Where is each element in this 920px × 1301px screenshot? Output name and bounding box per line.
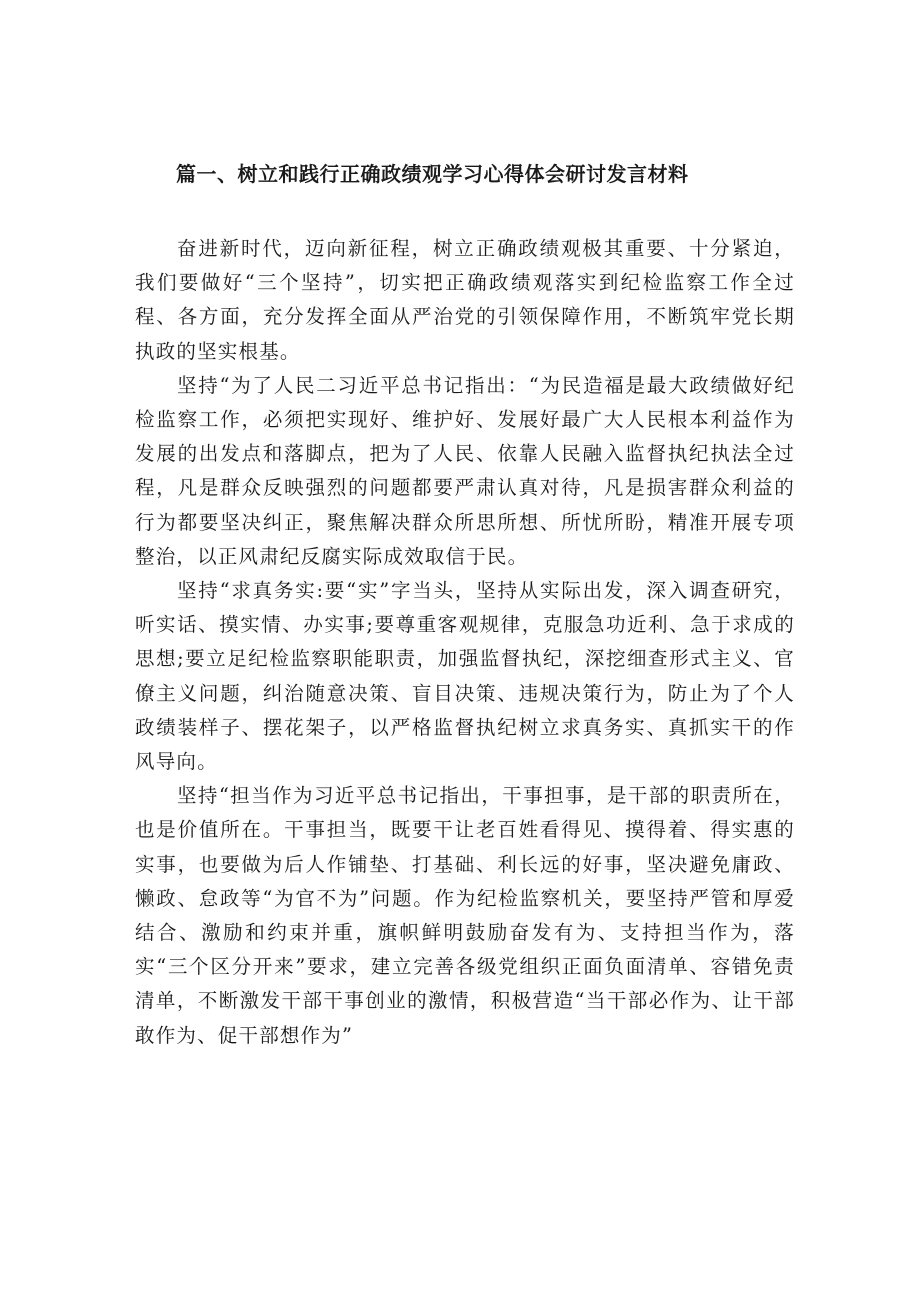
paragraph-take-responsibility: 坚持“担当作为习近平总书记指出，干事担事，是干部的职责所在，也是价值所在。干事担当，既要干让老百姓看得见、摸得着、得实惠的实事，也要做为后人作铺垫、打基础、利长远的好事，坚决避免庸政、懒政、怠政等“为官不为”问题。作为纪检监察机关，要坚持严管和厚爱结合、激励和约束并重，旗帜鲜明鼓励奋发有为、支持担当作为，落实“三个区分开来”要求，建立完善各级党组织正面负面清单、容错免责清单，不断激发干部干事创业的激情，积极营造“当干部必作为、让干部敢作为、促干部想作为” xyxy=(135,784,795,1047)
document-body xyxy=(135,232,795,1053)
paragraph-intro: 奋进新时代，迈向新征程，树立正确政绩观极其重要、十分紧迫，我们要做好“三个坚持”，切实把正确政绩观落实到纪检监察工作全过程、各方面，充分发挥全面从严治党的引领保障作用，不断筑牢党长期执政的坚实根基。 xyxy=(135,237,795,363)
document-title: 篇一、树立和践行正确政绩观学习心得体会研讨发言材料 xyxy=(176,162,689,186)
paragraph-seek-truth: 坚持“求真务实:要“实”字当头，坚持从实际出发，深入调查研究，听实话、摸实情、办实事;要尊重客观规律，克服急功近利、急于求成的思想;要立足纪检监察职能职责，加强监督执纪，深挖细查形式主义、官僚主义问题，纠治随意决策、盲目决策、违规决策行为，防止为了个人政绩装样子、摆花架子，以严格监督执纪树立求真务实、真抓实干的作风导向。 xyxy=(135,579,795,774)
paragraph-for-the-people: 坚持“为了人民二习近平总书记指出：“为民造福是最大政绩做好纪检监察工作，必须把实现好、维护好、发展好最广大人民根本利益作为发展的出发点和落脚点，把为了人民、依靠人民融入监督执纪执法全过程，凡是群众反映强烈的问题都要严肃认真对待，凡是损害群众利益的行为都要坚决纠正，聚焦解决群众所思所想、所忧所盼，精准开展专项整治，以正风肃纪反腐实际成效取信于民。 xyxy=(135,373,795,568)
